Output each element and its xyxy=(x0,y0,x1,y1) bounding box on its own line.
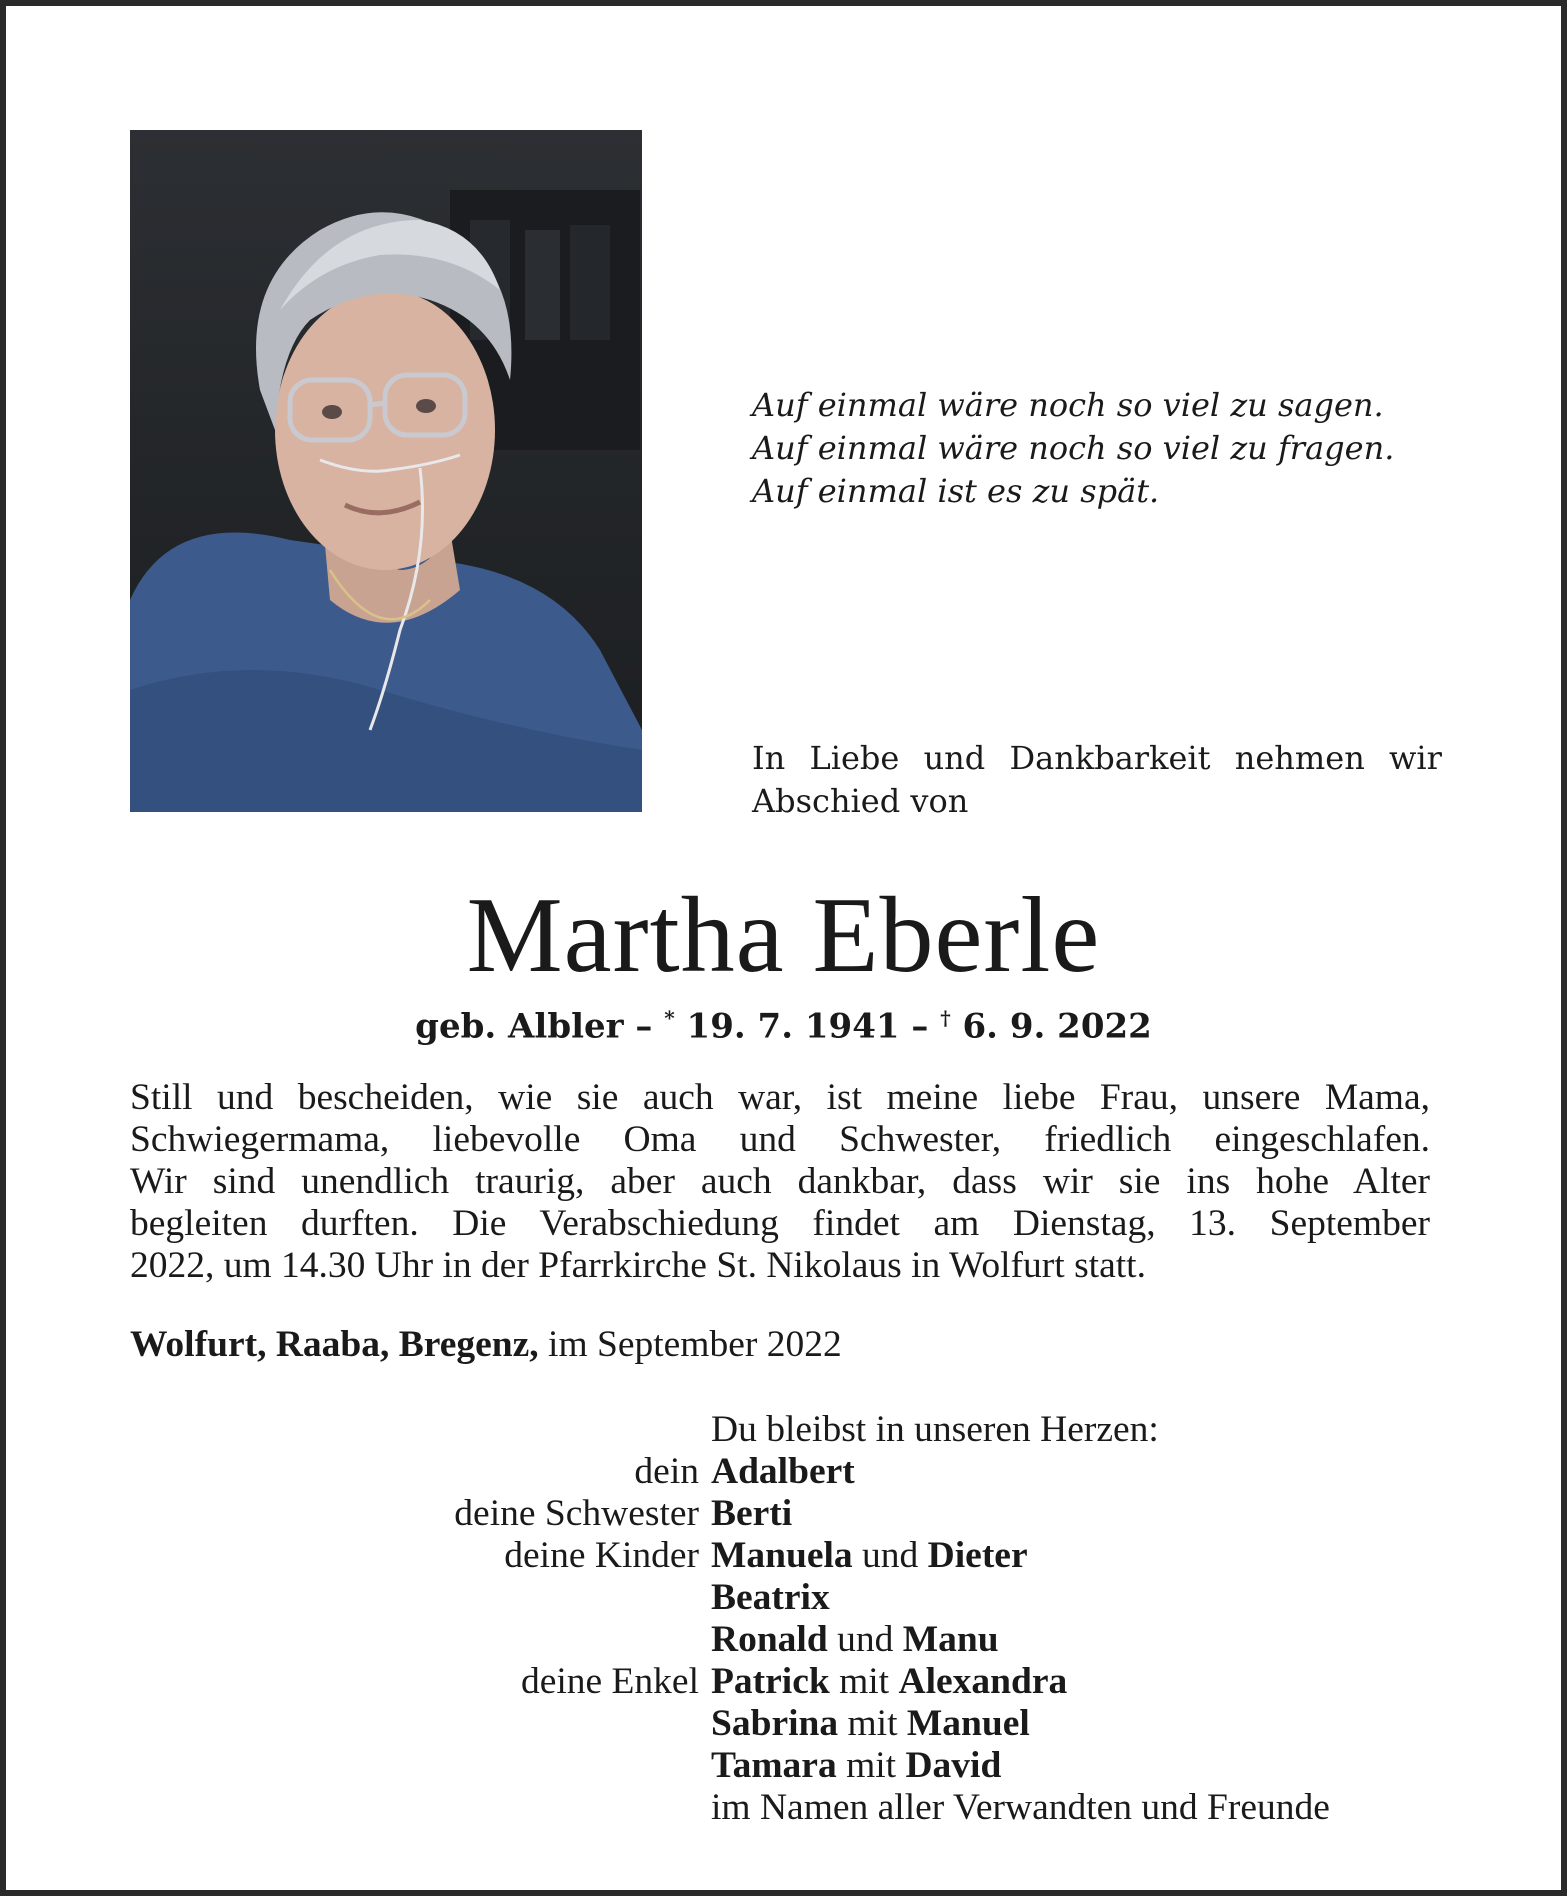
signer-role: deine Kinder xyxy=(504,1535,699,1576)
signer-connector: und xyxy=(827,1619,903,1660)
signer-names xyxy=(711,1535,1028,1577)
farewell-word: wir xyxy=(1389,739,1442,777)
signer-name: Beatrix xyxy=(711,1577,830,1618)
farewell-line: Abschied von xyxy=(752,782,969,820)
farewell-word: In xyxy=(752,739,786,777)
signer-name: Tamara xyxy=(711,1745,837,1786)
signer-row xyxy=(306,1619,1506,1661)
signer-names xyxy=(711,1619,999,1661)
text-line: Wir sind unendlich traurig, aber auch dankbar, dass wir sie ins hohe Alter xyxy=(130,1161,1430,1202)
signer-role: deine Schwester xyxy=(454,1493,699,1534)
signers-intro: Du bleibst in unseren Herzen: xyxy=(711,1409,1159,1450)
signer-role: deine Enkel xyxy=(520,1661,699,1702)
death-date: 6. 9. 2022 xyxy=(950,1006,1152,1047)
signer-role xyxy=(306,1787,711,1829)
deceased-name: Martha Eberle xyxy=(466,876,1101,995)
signer-connector: und xyxy=(852,1535,928,1576)
signer-role xyxy=(306,1577,711,1619)
text-line: Schwiegermama, liebevolle Oma und Schwester, friedlich eingeschlafen. xyxy=(130,1119,1430,1160)
signers xyxy=(306,1409,1506,1829)
signer-row xyxy=(306,1577,1506,1619)
signer-role xyxy=(306,1619,711,1661)
signer-names xyxy=(711,1745,1001,1787)
quote-line: Auf einmal ist es zu spät. xyxy=(752,472,1160,510)
signer-role: dein xyxy=(634,1451,699,1492)
signer-row xyxy=(306,1493,1506,1535)
signer-connector: im Namen aller Verwandten und Freunde xyxy=(711,1787,1330,1828)
signer-row xyxy=(306,1787,1506,1829)
signer-name: Manu xyxy=(902,1619,999,1660)
portrait-photo xyxy=(130,130,642,812)
signer-row xyxy=(306,1745,1506,1787)
signer-name: Adalbert xyxy=(711,1451,855,1492)
signer-name: David xyxy=(905,1745,1002,1786)
text-line: 2022, um 14.30 Uhr in der Pfarrkirche St. Nikolaus in Wolfurt statt. xyxy=(130,1245,1146,1286)
signer-name: Sabrina xyxy=(711,1703,839,1744)
farewell-line xyxy=(752,737,1442,780)
separator: – xyxy=(623,1006,665,1047)
death-symbol: † xyxy=(940,1006,951,1030)
signer-names xyxy=(711,1661,1067,1703)
quote xyxy=(752,384,1452,513)
signer-name: Alexandra xyxy=(898,1661,1068,1702)
farewell-word: und xyxy=(923,739,986,777)
signer-name: Dieter xyxy=(927,1535,1028,1576)
obituary-page xyxy=(6,6,1561,1890)
signer-role xyxy=(306,1703,711,1745)
birth-date: 19. 7. 1941 xyxy=(674,1006,900,1047)
signer-name: Manuela xyxy=(711,1535,853,1576)
signer-connector: mit xyxy=(838,1703,907,1744)
farewell-word: Dankbarkeit xyxy=(1009,739,1211,777)
signer-names xyxy=(711,1577,830,1619)
place-date xyxy=(130,1323,842,1367)
signer-row xyxy=(306,1535,1506,1577)
signer-row xyxy=(306,1661,1506,1703)
signers-intro-row xyxy=(306,1409,1506,1451)
signer-name: Ronald xyxy=(711,1619,828,1660)
separator: – xyxy=(899,1006,941,1047)
farewell-word: nehmen xyxy=(1234,739,1365,777)
signer-names xyxy=(711,1703,1030,1745)
life-dates xyxy=(6,996,1561,1048)
signer-row xyxy=(306,1703,1506,1745)
quote-line: Auf einmal wäre noch so viel zu fragen. xyxy=(752,429,1395,467)
portrait-icon xyxy=(130,130,642,812)
quote-line: Auf einmal wäre noch so viel zu sagen. xyxy=(752,386,1384,424)
signer-connector: mit xyxy=(836,1745,906,1786)
text-line: begleiten durften. Die Verabschiedung findet am Dienstag, 13. September xyxy=(130,1203,1430,1244)
maiden-name: geb. Albler xyxy=(415,1006,624,1047)
places: Wolfurt, Raaba, Bregenz, xyxy=(130,1324,539,1365)
obituary-text xyxy=(130,1077,1430,1287)
signer-name: Berti xyxy=(711,1493,793,1534)
signer-names xyxy=(711,1787,1330,1829)
birth-symbol: * xyxy=(664,1006,675,1030)
signer-name: Patrick xyxy=(711,1661,830,1702)
signer-connector: mit xyxy=(829,1661,899,1702)
signer-name: Manuel xyxy=(906,1703,1030,1744)
signer-list xyxy=(306,1451,1506,1829)
signer-names xyxy=(711,1451,855,1493)
signer-names xyxy=(711,1493,792,1535)
farewell-word: Liebe xyxy=(809,739,900,777)
signer-row xyxy=(306,1451,1506,1493)
farewell-text xyxy=(752,737,1442,823)
text-line: Still und bescheiden, wie sie auch war, ist meine liebe Frau, unsere Mama, xyxy=(130,1077,1430,1118)
date-text: im September 2022 xyxy=(538,1324,842,1365)
signer-role xyxy=(306,1745,711,1787)
